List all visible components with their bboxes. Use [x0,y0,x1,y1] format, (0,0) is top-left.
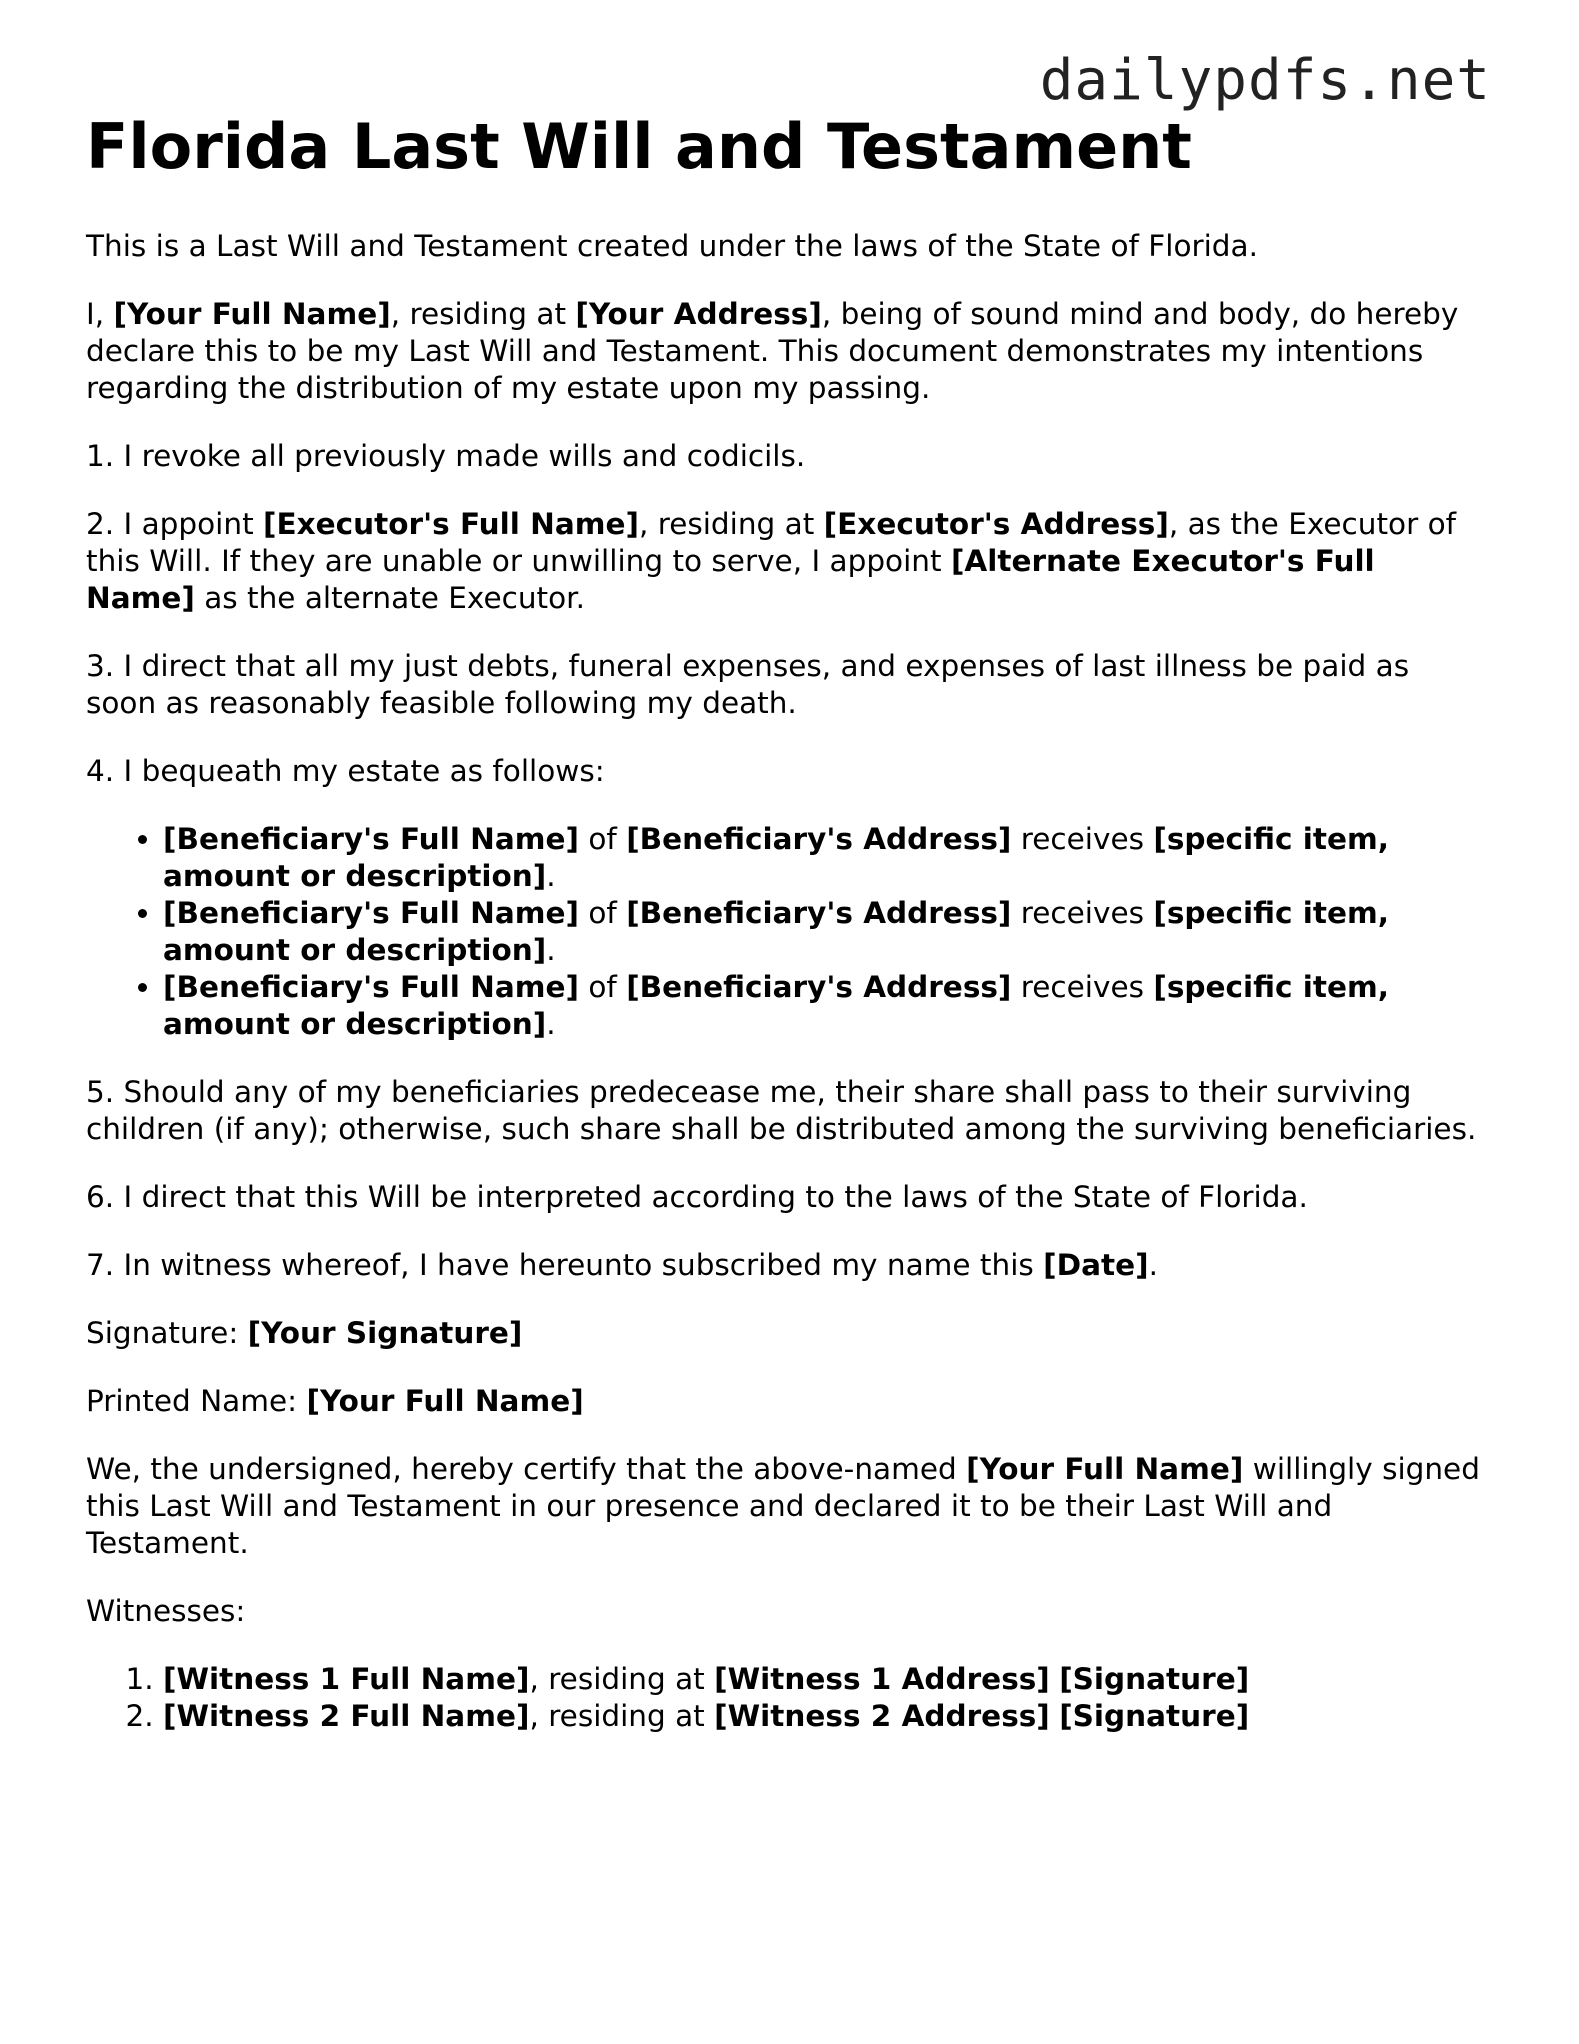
list-item: • [Beneficiary's Full Name] of [Beneficiary's Address] receives [specific item, amount or description]. [163,969,1486,1043]
certification-paragraph: We, the undersigned, hereby certify that the above-named [Your Full Name] willingly signed this Last Will and Testament in our presence and declared it to be their Last Will and Testament. [86,1452,1480,1560]
executor-address-placeholder: [Executor's Address] [823,507,1169,541]
document-title: Florida Last Will and Testament [86,110,1192,183]
list-item: • [Beneficiary's Full Name] of [Beneficiary's Address] receives [specific item, amount or description]. [163,895,1486,969]
testator-name-placeholder: [Your Full Name] [113,297,391,331]
clause-6: 6. I direct that this Will be interpreted according to the laws of the State of Florida. [86,1180,1308,1214]
watermark: dailypdfs.net [1039,48,1491,113]
clause-4: 4. I bequeath my estate as follows: [86,754,605,788]
clause-3: 3. I direct that all my just debts, funeral expenses, and expenses of last illness be paid as soon as reasonably feasible following my death. [86,649,1410,720]
printed-name-line: Printed Name: [Your Full Name] [86,1384,584,1418]
signature-placeholder: [Your Signature] [247,1316,523,1350]
list-item: 1. [Witness 1 Full Name], residing at [Witness 1 Address] [Signature] [163,1661,1486,1698]
testator-address-placeholder: [Your Address] [575,297,822,331]
intro-paragraph: This is a Last Will and Testament created under the laws of the State of Florida. [86,229,1258,263]
clause-2: 2. I appoint [Executor's Full Name], residing at [Executor's Address], as the Executor of this Will. If they are unable or unwilling to serve, I appoint [Alternate Executor's Full Name] as the alternate Executor. [86,507,1457,615]
executor-name-placeholder: [Executor's Full Name] [263,507,639,541]
alternate-executor-placeholder: [Alternate Executor's Full Name] [86,544,1375,615]
clause-1: 1. I revoke all previously made wills and codicils. [86,439,806,473]
witnesses-label: Witnesses: [86,1594,246,1628]
clause-5: 5. Should any of my beneficiaries predecease me, their share shall pass to their surviving children (if any); otherwise, such share shall be distributed among the surviving beneficiaries. [86,1075,1477,1146]
clause-7: 7. In witness whereof, I have hereunto subscribed my name this [Date]. [86,1248,1158,1282]
beneficiary-list [86,821,1486,1043]
list-item: • [Beneficiary's Full Name] of [Beneficiary's Address] receives [specific item, amount or description]. [163,821,1486,895]
date-placeholder: [Date] [1043,1248,1149,1282]
declaration-paragraph: I, [Your Full Name], residing at [Your Address], being of sound mind and body, do hereby declare this to be my Last Will and Testament. This document demonstrates my intentions regarding the distribution of my estate upon my passing. [86,297,1459,405]
printed-name-placeholder: [Your Full Name] [306,1384,584,1418]
list-item: 2. [Witness 2 Full Name], residing at [Witness 2 Address] [Signature] [163,1698,1486,1735]
witness-list [86,1661,1486,1735]
document-page [86,110,1486,1766]
signature-line: Signature: [Your Signature] [86,1316,523,1350]
